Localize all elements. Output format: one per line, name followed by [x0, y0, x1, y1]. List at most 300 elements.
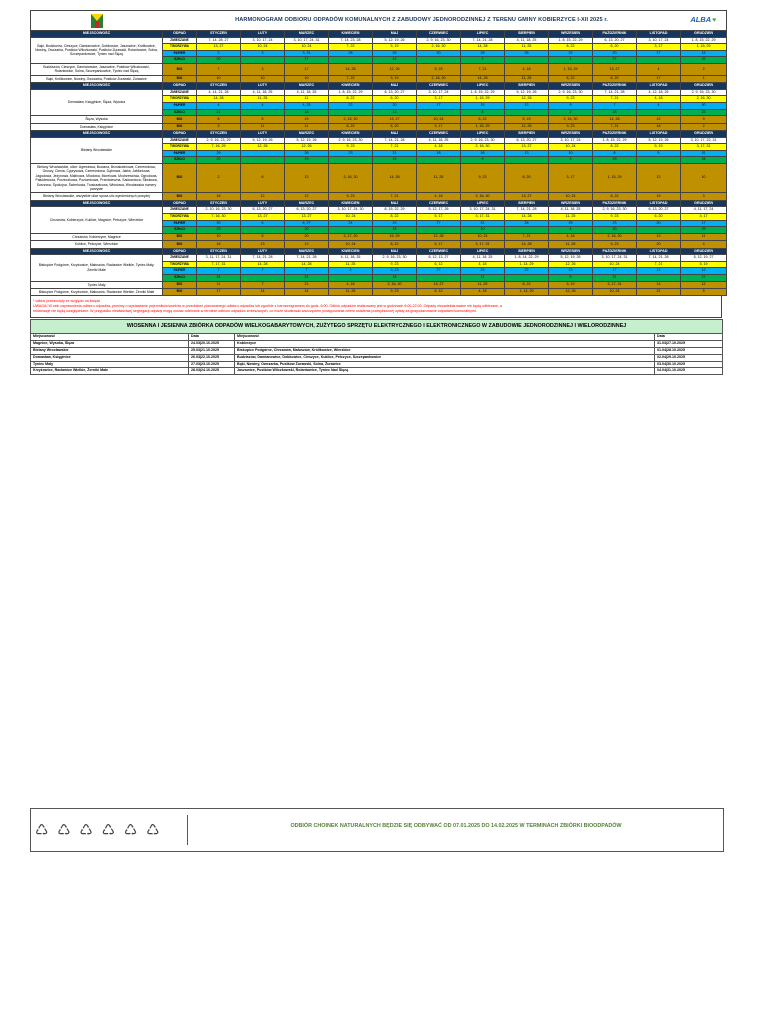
pickup-dates-cell: 4, 18 [637, 96, 681, 103]
pickup-dates-cell: 14 [373, 157, 417, 164]
pickup-dates-cell: 4, 11, 18, 25 [285, 89, 329, 96]
alba-brand: ALBA [690, 14, 712, 24]
pickup-dates-cell: 5, 17 [417, 241, 461, 248]
pickup-dates-cell: 3, 17 [637, 44, 681, 51]
pickup-dates-cell: 7, 14, 21, 28 [285, 255, 329, 262]
pickup-dates-cell: 22 [549, 50, 593, 57]
schedule-row [31, 163, 727, 192]
notes [30, 296, 722, 318]
pickup-dates-cell: 11 [461, 274, 505, 281]
pickup-dates-cell: 3, 17, 31 [461, 241, 505, 248]
pickup-dates-cell: 14, 28 [285, 261, 329, 268]
pickup-dates-cell: 5, 19 [549, 281, 593, 288]
pickup-dates-cell: 10, 24 [417, 116, 461, 123]
col-header-month: STYCZEŃ [197, 83, 241, 90]
pickup-dates-cell: 31 [593, 274, 637, 281]
pickup-dates-cell: 2, 9, 16, 23, 30 [681, 89, 727, 96]
waste-type-cell: SZKŁO [163, 109, 197, 116]
waste-type-cell: BIO [163, 123, 197, 130]
pickup-dates-cell: 26 [373, 50, 417, 57]
col-header-type: ODPAD [163, 31, 197, 38]
location-cell: Biskupice Podgórne, Krzyżowice, Małuszów, Racławice Wielkie, Tyniec Mały, Żerniki Małe [31, 255, 163, 281]
pickup-dates-cell: 7, 21 [505, 233, 549, 240]
pickup-dates-cell [241, 150, 285, 157]
pickup-dates-cell: 3, 10, 17, 24, 30 [329, 207, 373, 214]
pickup-dates-cell: 4, 17 [681, 213, 727, 220]
col-header-month: GRUDZIEŃ [681, 200, 727, 207]
col-header-location: MIEJSCOWOŚĆ [31, 248, 163, 255]
pickup-dates-cell: 12, 26 [417, 233, 461, 240]
pickup-dates-cell: 18 [417, 150, 461, 157]
schedule-row [31, 288, 727, 295]
pickup-dates-cell: 24 [681, 157, 727, 164]
pickup-dates-cell: 12 [681, 268, 727, 275]
pickup-dates-cell: 28 [329, 50, 373, 57]
footer-box [30, 808, 724, 852]
pickup-dates-cell: 2, 9, 16, 23, 29 [197, 137, 241, 144]
pickup-dates-cell: 2, 15, 30 [329, 116, 373, 123]
pickup-dates-cell: 13, 27 [197, 44, 241, 51]
pickup-dates-cell: 6, 20 [373, 96, 417, 103]
pickup-dates-cell: 2, 16, 30 [461, 193, 505, 200]
location-cell: Bąki, Budziszów, Cieszyce, Damianowice, Dobkowice, Jaszowice, Królikowice, Nowiny, Owczarka, Pustków Wilczkowski, Pustków Żurawski, Rolantowice, Solna, Szczepankowice, Tyniec nad Ślęzą [31, 37, 163, 63]
pickup-dates-cell: 15 [373, 227, 417, 234]
col-header-month: MAJ [373, 130, 417, 137]
schedule-row [31, 89, 727, 96]
pickup-dates-cell [417, 274, 461, 281]
col-header-month: PAŹDZIERNIK [593, 130, 637, 137]
pickup-dates-cell: 4, 11, 18, 25 [549, 207, 593, 214]
pickup-dates-cell: 8 [593, 150, 637, 157]
pickup-dates-cell: 29 [197, 150, 241, 157]
pickup-dates-cell: 12, 26 [285, 144, 329, 151]
waste-type-cell: BIO [163, 288, 197, 295]
pickup-dates-cell: 26 [285, 150, 329, 157]
bulky-date-left: 25.03|21.10.2025 [189, 347, 235, 354]
pickup-dates-cell: 14, 28 [241, 261, 285, 268]
kobierzyce-crest-icon [86, 14, 108, 28]
pickup-dates-cell: 14, 28 [461, 44, 505, 51]
waste-type-cell: ZMIESZANE [163, 207, 197, 214]
pickup-dates-cell: 16 [197, 241, 241, 248]
schedule-row [31, 37, 727, 44]
col-header-month: LISTOPAD [637, 31, 681, 38]
pickup-dates-cell: 4 [637, 102, 681, 109]
pickup-dates-cell: 20 [373, 102, 417, 109]
pickup-dates-cell: 3 [681, 193, 727, 200]
col-header-month: LIPIEC [461, 200, 505, 207]
pickup-dates-cell: 2, 16, 30 [461, 144, 505, 151]
pickup-dates-cell: 18 [285, 109, 329, 116]
col-header-month: CZERWIEC [417, 83, 461, 90]
col-header-month: GRUDZIEŃ [681, 130, 727, 137]
schedule-row [31, 75, 727, 82]
pickup-dates-cell: 20 [593, 50, 637, 57]
col-header-month: KWIECIEŃ [329, 248, 373, 255]
pickup-dates-cell: 14, 28 [505, 213, 549, 220]
pickup-dates-cell: 2, 16, 30 [681, 96, 727, 103]
pickup-dates-cell: 25 [505, 50, 549, 57]
bulky-place-right: Bąki, Nowiny, Owczarka, Pustków Żurawski, Solna, Żurawice [235, 361, 655, 368]
pickup-dates-cell: 2 [549, 109, 593, 116]
pickup-dates-cell: 9 [681, 116, 727, 123]
pickup-dates-cell [417, 227, 461, 234]
pickup-dates-cell: 3, 16, 30 [329, 163, 373, 192]
pickup-dates-cell: 9, 23 [373, 268, 417, 275]
waste-type-cell: ZMIESZANE [163, 255, 197, 262]
waste-type-cell: SZKŁO [163, 157, 197, 164]
pickup-dates-cell: 5 [241, 116, 285, 123]
pickup-dates-cell: 6, 12 [417, 261, 461, 268]
col-header-month: WRZESIEŃ [549, 83, 593, 90]
pickup-dates-cell: 11, 25 [329, 261, 373, 268]
pickup-dates-cell: 22 [681, 57, 727, 64]
pickup-dates-cell: 29 [593, 157, 637, 164]
col-header-month: CZERWIEC [417, 130, 461, 137]
col-header-month: GRUDZIEŃ [681, 31, 727, 38]
pickup-dates-cell: 2, 9, 16, 23, 30 [593, 207, 637, 214]
pickup-dates-cell: 1, 15, 29 [549, 63, 593, 75]
pickup-dates-cell: 27 [417, 268, 461, 275]
pickup-dates-cell: 24 [197, 274, 241, 281]
pickup-dates-cell: 4 [549, 227, 593, 234]
pickup-dates-cell: 7, 22 [329, 75, 373, 82]
pickup-dates-cell: 12 [241, 193, 285, 200]
pickup-dates-cell: 29 [681, 227, 727, 234]
pickup-dates-cell [241, 227, 285, 234]
pickup-dates-cell: 1 [549, 57, 593, 64]
pickup-dates-cell: 13 [285, 241, 329, 248]
pickup-dates-cell: 9, 23 [417, 63, 461, 75]
pickup-dates-cell: 16 [197, 193, 241, 200]
pickup-dates-cell: 14 [241, 288, 285, 295]
pickup-dates-cell: 10, 24 [285, 44, 329, 51]
bulky-place-left: Tyniec Mały [31, 361, 189, 368]
bulky-date-right: 04.04|31.10.2025 [655, 368, 723, 375]
schedule-row [31, 281, 727, 288]
col-header-month: PAŹDZIERNIK [593, 200, 637, 207]
pickup-dates-cell [241, 157, 285, 164]
pickup-dates-cell: 3 [549, 157, 593, 164]
pickup-dates-cell: 8, 22 [505, 281, 549, 288]
col-header-month: MAJ [373, 83, 417, 90]
col-header-month: STYCZEŃ [197, 130, 241, 137]
pickup-dates-cell: 1, 15, 29 [461, 123, 505, 130]
bulky-row [31, 341, 723, 348]
col-header-month: LIPIEC [461, 248, 505, 255]
pickup-dates-cell: 9, 23 [549, 96, 593, 103]
col-header-month: SIERPIEŃ [505, 200, 549, 207]
pickup-dates-cell: 12, 26 [505, 123, 549, 130]
schedule-table [30, 10, 727, 296]
pickup-dates-cell: 23 [593, 220, 637, 227]
pickup-dates-cell: 3 [197, 123, 241, 130]
pickup-dates-cell: 4, 18 [549, 233, 593, 240]
col-header-month: LUTY [241, 31, 285, 38]
pickup-dates-cell: 7, 21 [593, 123, 637, 130]
pickup-dates-cell: 9, 23 [373, 261, 417, 268]
bulky-title: WIOSENNA I JESIENNA ZBIÓRKA ODPADÓW WIELKOGABARYTOWYCH, ZUŻYTEGO SPRZĘTU ELEKTRYCZNEGO I ELEKTRONICZNEGO W ZABUDOWIE JEDNORODZINNEJ I WIELORODZINNEJ [31, 320, 723, 334]
bulky-place-left: Domasław, Księginice [31, 354, 189, 361]
section-header-row [31, 83, 727, 90]
pickup-dates-cell: 7, 21 [373, 193, 417, 200]
pickup-dates-cell: 4, 14, 21, 28 [197, 89, 241, 96]
bulky-date-left: 28.03|24.10.2025 [189, 368, 235, 375]
pickup-dates-cell: 8 [461, 109, 505, 116]
pickup-dates-cell: 1, 14, 29 [505, 288, 549, 295]
location-cell: Tyniec Mały [31, 281, 163, 288]
pickup-dates-cell: 4 [637, 63, 681, 75]
bulky-date-left: 27.03|23.10.2025 [189, 361, 235, 368]
pickup-dates-cell: 16 [461, 150, 505, 157]
col-header-month: WRZESIEŃ [549, 248, 593, 255]
pickup-dates-cell: 4, 11, 17, 24 [681, 207, 727, 214]
pickup-dates-cell: 10, 24 [593, 288, 637, 295]
col-header-month: MAJ [373, 248, 417, 255]
col-header-month: MARZEC [285, 83, 329, 90]
pickup-dates-cell: 9, 23 [593, 213, 637, 220]
col-header-month: LISTOPAD [637, 248, 681, 255]
pickup-dates-cell: 6, 12, 13, 27 [417, 255, 461, 262]
bulky-place-left: Krzyżowice, Racławice Wielkie, Żerniki Małe [31, 368, 189, 375]
pickup-dates-cell: 3, 17 [417, 123, 461, 130]
col-header-type: ODPAD [163, 83, 197, 90]
col-header-location: MIEJSCOWOŚĆ [31, 200, 163, 207]
pickup-dates-cell: 14 [637, 268, 681, 275]
pickup-dates-cell: 18 [637, 123, 681, 130]
pickup-dates-cell: 8, 22 [373, 213, 417, 220]
col-header-month: LISTOPAD [637, 200, 681, 207]
pickup-dates-cell: 9, 23 [549, 123, 593, 130]
pickup-dates-cell: 11, 25 [241, 96, 285, 103]
bulky-place-left: Magnice, Wysoka, Ślęza [31, 341, 189, 348]
pickup-dates-cell [329, 274, 373, 281]
pickup-dates-cell: 6, 12 [417, 288, 461, 295]
pickup-dates-cell: 23 [329, 150, 373, 157]
section-header-row [31, 31, 727, 38]
waste-type-cell: TWORZYWA [163, 96, 197, 103]
pickup-dates-cell [329, 109, 373, 116]
pickup-dates-cell: 7, 22 [329, 44, 373, 51]
pickup-dates-cell: 5, 17 [417, 213, 461, 220]
pickup-dates-cell: 1 [681, 75, 727, 82]
pickup-dates-cell: 5, 12, 19, 26 [637, 137, 681, 144]
pickup-dates-cell: 5, 19 [681, 261, 727, 268]
pickup-dates-cell: 12, 26 [549, 288, 593, 295]
waste-type-cell: BIO [163, 163, 197, 192]
pickup-dates-cell: 1, 8, 15, 22, 29 [681, 37, 727, 44]
pickup-dates-cell: 12 [681, 281, 727, 288]
pickup-dates-cell: 6, 20 [593, 44, 637, 51]
pickup-dates-cell [637, 109, 681, 116]
pickup-dates-cell: 21 [373, 150, 417, 157]
pickup-dates-cell: 12, 26 [373, 63, 417, 75]
pickup-dates-cell: 23 [681, 109, 727, 116]
pickup-dates-cell: 3, 17 [549, 163, 593, 192]
pickup-dates-cell: 22 [197, 157, 241, 164]
col-header-type: ODPAD [163, 248, 197, 255]
col-header-month: LIPIEC [461, 31, 505, 38]
col-header-month: KWIECIEŃ [329, 83, 373, 90]
pickup-dates-cell: 1, 8, 15, 22, 29 [461, 89, 505, 96]
pickup-dates-cell: 22 [329, 102, 373, 109]
pickup-dates-cell: 4, 11, 18, 25 [417, 137, 461, 144]
pickup-dates-cell: 3 [241, 63, 285, 75]
col-header-location: MIEJSCOWOŚĆ [31, 31, 163, 38]
pickup-dates-cell: 15, 29 [373, 233, 417, 240]
pickup-dates-cell: 12, 26 [241, 144, 285, 151]
pickup-dates-cell: 2, 9, 16, 23, 30 [373, 255, 417, 262]
pickup-dates-cell: 11 [681, 233, 727, 240]
title-row [31, 11, 727, 31]
pickup-dates-cell: 12 [505, 102, 549, 109]
pickup-dates-cell: 13, 27 [373, 116, 417, 123]
location-cell: Bąki, Królikowice, Nowiny, Owczarka, Pustków Żurawski, Żurawice [31, 75, 163, 82]
bulky-place-left: Bielany Wrocławskie [31, 347, 189, 354]
pickup-dates-cell: 8, 15, 22, 29 [373, 207, 417, 214]
pickup-dates-cell: 20 [637, 241, 681, 248]
pickup-dates-cell: 14, 28 [197, 96, 241, 103]
schedule-row [31, 233, 727, 240]
location-cell: Bielany Wrocławskie, ulice: Agrestowa, Bociana, Brzoskwiniowa, Czereśniowa, Gruszy, Cienia, Cyprysowa, Czereśniowa, Dąbrowa, Jałów, Jabłoniowa, Jagodowa, Jeżynowa, Malinowa, Miodowa, Morelowa, Modrzewiowa, Ogrodowa, Pałukiewicza, Porzeczkowa, Poziomkowa, Przedcieszna, Sadownicza, Śliwkowa, Sosnowa, Śpokojna, Świerkowa, Truskawkowa, Wiśniowa, Wrocławska numery parzyste [31, 163, 163, 192]
col-header-month: CZERWIEC [417, 200, 461, 207]
pickup-dates-cell: 6, 27 [285, 220, 329, 227]
pickup-dates-cell: 12 [637, 116, 681, 123]
waste-type-cell: BIO [163, 75, 197, 82]
pickup-dates-cell: 11, 25 [549, 213, 593, 220]
pickup-dates-cell [329, 227, 373, 234]
pickup-dates-cell: 1, 8, 15, 22, 29 [329, 89, 373, 96]
pickup-dates-cell: 7, 16, 30 [197, 213, 241, 220]
col-header-month: STYCZEŃ [197, 248, 241, 255]
pickup-dates-cell: 17 [637, 50, 681, 57]
bulky-header-place-left: Miejscowość [31, 334, 189, 341]
recycle-icon: ♺ ♺ ♺ ♺ ♺ ♺ [35, 815, 188, 845]
pickup-dates-cell: 15 [461, 102, 505, 109]
bulky-place-right: Jaszowice, Pustków Wilczkowski, Rolantowice, Tyniec Nad Ślęzą [235, 368, 655, 375]
pickup-dates-cell: 3, 31 [285, 50, 329, 57]
pickup-dates-cell: 28 [593, 109, 637, 116]
waste-type-cell: SZKŁO [163, 227, 197, 234]
schedule-row [31, 255, 727, 262]
col-header-month: CZERWIEC [417, 31, 461, 38]
pickup-dates-cell: 2, 16, 30 [593, 233, 637, 240]
pickup-dates-cell: 1, 14, 29 [505, 261, 549, 268]
schedule-row [31, 207, 727, 214]
pickup-dates-cell: 2, 10, 16, 23, 30 [197, 207, 241, 214]
pickup-dates-cell: 6 [241, 233, 285, 240]
pickup-dates-cell: 14 [637, 281, 681, 288]
alba-heart-icon: ♥ [712, 16, 717, 24]
col-header-month: GRUDZIEŃ [681, 83, 727, 90]
section-header-row [31, 248, 727, 255]
pickup-dates-cell: 7, 14, 21, 28 [461, 37, 505, 44]
note-warning-cont: reklamacje nie będą uwzględniane. W przypadku niewłaściwej segregacji odpady mogą zostać odebrane w terminie odbioru odpadów zmieszanych, co może skutkować wszczęciem postępowania celem ustalenia podwyższonej opłaty za gospodarowanie odpadami komunalnymi. [33, 309, 477, 314]
pickup-dates-cell [505, 57, 549, 64]
pickup-dates-cell: 1, 8, 15, 22, 29 [593, 137, 637, 144]
pickup-dates-cell: 21 [637, 288, 681, 295]
pickup-dates-cell: 4, 18 [461, 261, 505, 268]
waste-type-cell: ZMIESZANE [163, 37, 197, 44]
pickup-dates-cell: 5, 19 [373, 44, 417, 51]
pickup-dates-cell: 25 [461, 268, 505, 275]
pickup-dates-cell: 27 [593, 57, 637, 64]
col-header-month: PAŹDZIERNIK [593, 248, 637, 255]
col-header-month: WRZESIEŃ [549, 130, 593, 137]
pickup-dates-cell: 7, 14, 21, 28 [241, 255, 285, 262]
bulky-header-place-right: Miejscowość [235, 334, 655, 341]
waste-type-cell: ZMIESZANE [163, 89, 197, 96]
pickup-dates-cell: 14, 28 [373, 163, 417, 192]
pickup-dates-cell: 30 [681, 102, 727, 109]
pickup-dates-cell: 13, 27 [241, 213, 285, 220]
waste-type-cell: SZKŁO [163, 274, 197, 281]
col-header-month: SIERPIEŃ [505, 83, 549, 90]
pickup-dates-cell: 12, 26 [505, 96, 549, 103]
pickup-dates-cell: 4, 18 [417, 144, 461, 151]
bulky-date-right: 31.03|27.10.2025 [655, 341, 723, 348]
pickup-dates-cell: 10, 24 [461, 233, 505, 240]
pickup-dates-cell: 4, 25 [285, 102, 329, 109]
pickup-dates-cell: 21 [285, 281, 329, 288]
col-header-month: SIERPIEŃ [505, 130, 549, 137]
schedule-row [31, 63, 727, 75]
col-header-month: MAJ [373, 200, 417, 207]
pickup-dates-cell: 14, 28 [593, 116, 637, 123]
location-cell: Domasław, Księginice, Ślęza, Wysoka [31, 89, 163, 115]
pickup-dates-cell: 4, 18 [461, 288, 505, 295]
pickup-dates-cell [637, 157, 681, 164]
col-header-month: WRZESIEŃ [549, 200, 593, 207]
pickup-dates-cell: 2, 16, 30 [549, 116, 593, 123]
pickup-dates-cell: 30 [593, 227, 637, 234]
pickup-dates-cell: 15 [681, 50, 727, 57]
pickup-dates-cell: 14, 28 [329, 63, 373, 75]
location-cell: Ślęza, Wysoka [31, 116, 163, 123]
col-header-month: LUTY [241, 83, 285, 90]
pickup-dates-cell: 3, 17, 31 [681, 144, 727, 151]
waste-type-cell: BIO [163, 241, 197, 248]
pickup-dates-cell: 12 [285, 193, 329, 200]
pickup-dates-cell: 7 [241, 268, 285, 275]
bulky-row [31, 368, 723, 375]
pickup-dates-cell: 4 [241, 102, 285, 109]
pickup-dates-cell: 14, 28 [461, 75, 505, 82]
pickup-dates-cell: 4 [681, 241, 727, 248]
pickup-dates-cell: 4, 18 [505, 63, 549, 75]
pickup-dates-cell [505, 109, 549, 116]
pickup-dates-cell: 11 [285, 123, 329, 130]
pickup-dates-cell: 2, 9, 16, 23, 30 [329, 137, 373, 144]
pickup-dates-cell: 22 [373, 220, 417, 227]
pickup-dates-cell: 1, 15, 29 [681, 44, 727, 51]
location-cell: Chrzanów, Kobierzyce, Kuklice, Magnice, Pełczyce, Wierzbice [31, 207, 163, 233]
pickup-dates-cell: 11, 25 [461, 281, 505, 288]
pickup-dates-cell: 4, 18 [329, 281, 373, 288]
pickup-dates-cell: 2 [681, 63, 727, 75]
waste-type-cell: TWORZYWA [163, 44, 197, 51]
pickup-dates-cell: 1, 15, 29 [593, 163, 637, 192]
waste-type-cell: PAPIER [163, 150, 197, 157]
pickup-dates-cell: 2, 16, 30 [417, 44, 461, 51]
pickup-dates-cell: 13, 27 [505, 144, 549, 151]
bulky-date-right: 03.04|30.10.2025 [655, 361, 723, 368]
pickup-dates-cell: 10, 24 [549, 144, 593, 151]
pickup-dates-cell: 10, 24 [593, 261, 637, 268]
section-header-row [31, 130, 727, 137]
pickup-dates-cell: 25 [549, 220, 593, 227]
bulky-place-right: Budziszów, Damianowice, Dobkowice, Cieszyce, Kuklice, Pełczyce, Szczepankowice [235, 354, 655, 361]
